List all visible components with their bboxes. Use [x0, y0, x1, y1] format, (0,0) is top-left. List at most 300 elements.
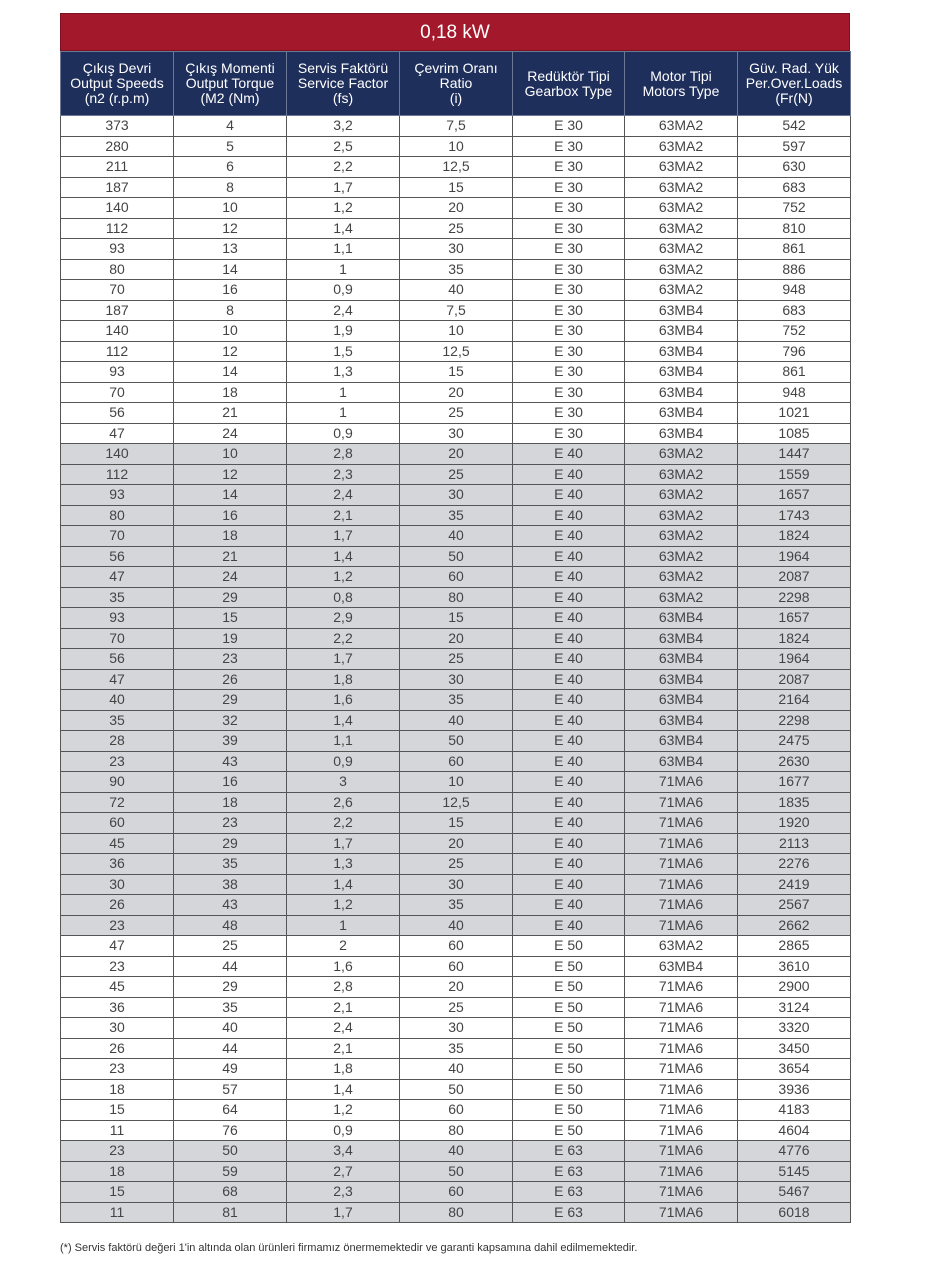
cell-ratio: 25 [400, 997, 513, 1018]
cell-motor-type: 63MA2 [625, 587, 738, 608]
table-row [61, 239, 851, 260]
cell-output-torque: 43 [174, 895, 287, 916]
table-row [61, 956, 851, 977]
cell-motor-type: 63MB4 [625, 382, 738, 403]
cell-motor-type: 71MA6 [625, 1182, 738, 1203]
cell-motor-type: 63MA2 [625, 136, 738, 157]
cell-overhang-load: 1824 [738, 628, 851, 649]
cell-ratio: 20 [400, 382, 513, 403]
cell-overhang-load: 683 [738, 300, 851, 321]
cell-ratio: 40 [400, 1141, 513, 1162]
cell-output-speed: 45 [61, 833, 174, 854]
cell-ratio: 80 [400, 587, 513, 608]
cell-overhang-load: 1964 [738, 649, 851, 670]
cell-service-factor: 1,3 [287, 362, 400, 383]
cell-motor-type: 71MA6 [625, 895, 738, 916]
cell-gearbox-type: E 40 [513, 813, 625, 834]
cell-output-speed: 211 [61, 157, 174, 178]
cell-overhang-load: 683 [738, 177, 851, 198]
cell-motor-type: 71MA6 [625, 1079, 738, 1100]
table-row [61, 751, 851, 772]
cell-ratio: 12,5 [400, 157, 513, 178]
cell-ratio: 50 [400, 546, 513, 567]
cell-motor-type: 71MA6 [625, 1059, 738, 1080]
column-header-line: (fs) [332, 90, 354, 106]
cell-gearbox-type: E 50 [513, 1120, 625, 1141]
table-row [61, 936, 851, 957]
table-row [61, 710, 851, 731]
table-row [61, 690, 851, 711]
cell-output-torque: 57 [174, 1079, 287, 1100]
cell-output-torque: 59 [174, 1161, 287, 1182]
cell-overhang-load: 861 [738, 239, 851, 260]
cell-ratio: 30 [400, 669, 513, 690]
table-row [61, 731, 851, 752]
cell-gearbox-type: E 40 [513, 526, 625, 547]
table-row [61, 833, 851, 854]
cell-gearbox-type: E 30 [513, 116, 625, 137]
cell-overhang-load: 2087 [738, 567, 851, 588]
cell-gearbox-type: E 50 [513, 997, 625, 1018]
cell-ratio: 35 [400, 505, 513, 526]
footnote: (*) Servis faktörü değeri 1'in altında olan ürünleri firmamız önermemektedir ve garanti kapsamına dahil edilmemektedir. [60, 1242, 638, 1254]
column-header-line: Servis Faktörü [297, 60, 389, 76]
cell-ratio: 15 [400, 608, 513, 629]
cell-motor-type: 63MB4 [625, 341, 738, 362]
table-row [61, 854, 851, 875]
cell-motor-type: 63MB4 [625, 690, 738, 711]
cell-output-speed: 112 [61, 341, 174, 362]
cell-service-factor: 2,3 [287, 1182, 400, 1203]
cell-overhang-load: 1085 [738, 423, 851, 444]
cell-motor-type: 63MA2 [625, 567, 738, 588]
cell-motor-type: 71MA6 [625, 772, 738, 793]
cell-output-torque: 18 [174, 526, 287, 547]
cell-service-factor: 1,2 [287, 1100, 400, 1121]
cell-service-factor: 1,4 [287, 218, 400, 239]
table-row [61, 382, 851, 403]
cell-service-factor: 1 [287, 382, 400, 403]
table-header-row [61, 52, 851, 116]
cell-motor-type: 63MA2 [625, 116, 738, 137]
cell-ratio: 25 [400, 403, 513, 424]
cell-output-torque: 35 [174, 854, 287, 875]
cell-output-torque: 14 [174, 362, 287, 383]
cell-output-speed: 11 [61, 1202, 174, 1223]
cell-overhang-load: 2113 [738, 833, 851, 854]
cell-ratio: 15 [400, 177, 513, 198]
cell-output-speed: 93 [61, 362, 174, 383]
cell-output-speed: 280 [61, 136, 174, 157]
cell-overhang-load: 2087 [738, 669, 851, 690]
cell-ratio: 7,5 [400, 116, 513, 137]
gearbox-table [60, 51, 851, 1223]
cell-output-torque: 32 [174, 710, 287, 731]
cell-output-torque: 50 [174, 1141, 287, 1162]
cell-overhang-load: 1559 [738, 464, 851, 485]
cell-gearbox-type: E 40 [513, 464, 625, 485]
cell-service-factor: 2,9 [287, 608, 400, 629]
cell-ratio: 40 [400, 526, 513, 547]
cell-overhang-load: 1824 [738, 526, 851, 547]
table-row [61, 505, 851, 526]
cell-ratio: 25 [400, 464, 513, 485]
cell-output-speed: 90 [61, 772, 174, 793]
spec-sheet [60, 13, 850, 1223]
cell-gearbox-type: E 30 [513, 280, 625, 301]
cell-service-factor: 0,9 [287, 1120, 400, 1141]
cell-output-torque: 38 [174, 874, 287, 895]
table-row [61, 567, 851, 588]
cell-service-factor: 2,2 [287, 157, 400, 178]
cell-output-speed: 140 [61, 198, 174, 219]
cell-motor-type: 63MA2 [625, 936, 738, 957]
table-row [61, 423, 851, 444]
cell-overhang-load: 1677 [738, 772, 851, 793]
cell-ratio: 10 [400, 321, 513, 342]
table-row [61, 136, 851, 157]
cell-ratio: 12,5 [400, 792, 513, 813]
power-title: 0,18 kW [60, 13, 850, 51]
table-row [61, 464, 851, 485]
cell-output-speed: 70 [61, 628, 174, 649]
cell-service-factor: 2,8 [287, 977, 400, 998]
cell-output-torque: 29 [174, 690, 287, 711]
cell-gearbox-type: E 30 [513, 300, 625, 321]
cell-ratio: 25 [400, 218, 513, 239]
cell-motor-type: 63MB4 [625, 710, 738, 731]
cell-service-factor: 2 [287, 936, 400, 957]
cell-overhang-load: 1447 [738, 444, 851, 465]
cell-motor-type: 63MA2 [625, 218, 738, 239]
cell-gearbox-type: E 50 [513, 956, 625, 977]
cell-output-torque: 4 [174, 116, 287, 137]
cell-gearbox-type: E 40 [513, 833, 625, 854]
cell-motor-type: 71MA6 [625, 997, 738, 1018]
table-row [61, 116, 851, 137]
cell-output-torque: 44 [174, 956, 287, 977]
cell-output-speed: 47 [61, 567, 174, 588]
cell-overhang-load: 3124 [738, 997, 851, 1018]
cell-output-speed: 93 [61, 608, 174, 629]
column-header-motor-type [625, 52, 738, 116]
cell-output-torque: 24 [174, 423, 287, 444]
cell-overhang-load: 861 [738, 362, 851, 383]
cell-service-factor: 1,8 [287, 1059, 400, 1080]
cell-service-factor: 1,2 [287, 198, 400, 219]
cell-service-factor: 2,1 [287, 1038, 400, 1059]
cell-ratio: 40 [400, 1059, 513, 1080]
cell-service-factor: 3 [287, 772, 400, 793]
cell-service-factor: 1,7 [287, 526, 400, 547]
cell-gearbox-type: E 40 [513, 895, 625, 916]
cell-motor-type: 71MA6 [625, 1100, 738, 1121]
cell-output-speed: 23 [61, 1059, 174, 1080]
cell-overhang-load: 886 [738, 259, 851, 280]
cell-gearbox-type: E 30 [513, 362, 625, 383]
table-row [61, 259, 851, 280]
column-header-output-speed [61, 52, 174, 116]
cell-motor-type: 71MA6 [625, 1018, 738, 1039]
cell-service-factor: 3,4 [287, 1141, 400, 1162]
cell-ratio: 30 [400, 485, 513, 506]
cell-service-factor: 1,2 [287, 567, 400, 588]
cell-output-speed: 47 [61, 669, 174, 690]
cell-service-factor: 2,5 [287, 136, 400, 157]
cell-ratio: 50 [400, 1161, 513, 1182]
cell-output-speed: 15 [61, 1182, 174, 1203]
cell-output-speed: 36 [61, 997, 174, 1018]
column-header-line: (n2 (r.p.m) [84, 90, 150, 106]
cell-ratio: 30 [400, 874, 513, 895]
cell-motor-type: 63MB4 [625, 423, 738, 444]
cell-motor-type: 71MA6 [625, 854, 738, 875]
cell-motor-type: 63MA2 [625, 464, 738, 485]
cell-motor-type: 71MA6 [625, 1141, 738, 1162]
cell-motor-type: 71MA6 [625, 915, 738, 936]
cell-motor-type: 63MB4 [625, 300, 738, 321]
table-row [61, 1038, 851, 1059]
cell-service-factor: 2,4 [287, 485, 400, 506]
cell-gearbox-type: E 40 [513, 608, 625, 629]
cell-ratio: 7,5 [400, 300, 513, 321]
cell-output-torque: 12 [174, 464, 287, 485]
cell-ratio: 20 [400, 444, 513, 465]
column-header-line: Çıkış Momenti [185, 60, 275, 76]
cell-overhang-load: 4776 [738, 1141, 851, 1162]
cell-gearbox-type: E 40 [513, 792, 625, 813]
cell-overhang-load: 2630 [738, 751, 851, 772]
cell-service-factor: 1 [287, 915, 400, 936]
table-row [61, 300, 851, 321]
cell-motor-type: 63MA2 [625, 444, 738, 465]
cell-output-torque: 23 [174, 649, 287, 670]
cell-gearbox-type: E 30 [513, 423, 625, 444]
cell-service-factor: 0,9 [287, 423, 400, 444]
cell-service-factor: 1,8 [287, 669, 400, 690]
cell-gearbox-type: E 50 [513, 1038, 625, 1059]
cell-overhang-load: 3320 [738, 1018, 851, 1039]
cell-ratio: 35 [400, 690, 513, 711]
cell-output-torque: 16 [174, 772, 287, 793]
table-row [61, 628, 851, 649]
cell-motor-type: 63MA2 [625, 526, 738, 547]
cell-output-torque: 10 [174, 321, 287, 342]
cell-output-torque: 39 [174, 731, 287, 752]
cell-output-speed: 18 [61, 1079, 174, 1100]
cell-overhang-load: 2164 [738, 690, 851, 711]
cell-motor-type: 71MA6 [625, 1038, 738, 1059]
table-row [61, 198, 851, 219]
cell-overhang-load: 1920 [738, 813, 851, 834]
cell-output-torque: 24 [174, 567, 287, 588]
cell-gearbox-type: E 30 [513, 136, 625, 157]
cell-ratio: 20 [400, 977, 513, 998]
cell-gearbox-type: E 40 [513, 505, 625, 526]
cell-motor-type: 63MB4 [625, 649, 738, 670]
cell-service-factor: 1,7 [287, 177, 400, 198]
column-header-output-torque [174, 52, 287, 116]
cell-overhang-load: 630 [738, 157, 851, 178]
cell-output-torque: 49 [174, 1059, 287, 1080]
cell-output-torque: 25 [174, 936, 287, 957]
cell-gearbox-type: E 40 [513, 669, 625, 690]
cell-overhang-load: 5467 [738, 1182, 851, 1203]
cell-overhang-load: 1964 [738, 546, 851, 567]
cell-output-speed: 70 [61, 280, 174, 301]
cell-service-factor: 1 [287, 259, 400, 280]
cell-gearbox-type: E 30 [513, 403, 625, 424]
table-body [61, 116, 851, 1223]
cell-gearbox-type: E 30 [513, 321, 625, 342]
cell-output-speed: 30 [61, 1018, 174, 1039]
table-row [61, 341, 851, 362]
table-row [61, 1120, 851, 1141]
column-header-gearbox-type [513, 52, 625, 116]
cell-service-factor: 1,1 [287, 239, 400, 260]
cell-service-factor: 0,8 [287, 587, 400, 608]
cell-output-torque: 13 [174, 239, 287, 260]
cell-output-speed: 36 [61, 854, 174, 875]
cell-gearbox-type: E 40 [513, 546, 625, 567]
cell-overhang-load: 4183 [738, 1100, 851, 1121]
cell-ratio: 60 [400, 936, 513, 957]
cell-gearbox-type: E 40 [513, 485, 625, 506]
table-row [61, 874, 851, 895]
cell-overhang-load: 2865 [738, 936, 851, 957]
cell-ratio: 25 [400, 649, 513, 670]
cell-service-factor: 2,3 [287, 464, 400, 485]
table-row [61, 587, 851, 608]
table-row [61, 362, 851, 383]
cell-output-speed: 93 [61, 239, 174, 260]
cell-gearbox-type: E 50 [513, 1018, 625, 1039]
cell-overhang-load: 752 [738, 198, 851, 219]
cell-overhang-load: 5145 [738, 1161, 851, 1182]
cell-ratio: 60 [400, 1100, 513, 1121]
cell-output-speed: 30 [61, 874, 174, 895]
cell-output-speed: 47 [61, 423, 174, 444]
table-row [61, 218, 851, 239]
cell-gearbox-type: E 30 [513, 177, 625, 198]
cell-service-factor: 2,7 [287, 1161, 400, 1182]
cell-output-speed: 187 [61, 177, 174, 198]
cell-ratio: 40 [400, 280, 513, 301]
cell-ratio: 35 [400, 1038, 513, 1059]
cell-motor-type: 63MA2 [625, 485, 738, 506]
cell-overhang-load: 1021 [738, 403, 851, 424]
cell-output-torque: 29 [174, 587, 287, 608]
cell-gearbox-type: E 63 [513, 1182, 625, 1203]
cell-output-torque: 29 [174, 977, 287, 998]
column-header-line: Redüktör Tipi [527, 67, 610, 84]
cell-output-torque: 48 [174, 915, 287, 936]
table-row [61, 157, 851, 178]
cell-ratio: 50 [400, 1079, 513, 1100]
cell-motor-type: 71MA6 [625, 792, 738, 813]
cell-overhang-load: 1657 [738, 485, 851, 506]
cell-gearbox-type: E 50 [513, 1100, 625, 1121]
cell-ratio: 60 [400, 751, 513, 772]
cell-output-torque: 14 [174, 485, 287, 506]
cell-overhang-load: 810 [738, 218, 851, 239]
column-header-line: Output Torque [185, 75, 275, 91]
cell-motor-type: 71MA6 [625, 1202, 738, 1223]
column-header-line: (i) [449, 90, 463, 106]
cell-output-torque: 5 [174, 136, 287, 157]
cell-gearbox-type: E 40 [513, 710, 625, 731]
column-header-line: (Fr(N) [775, 90, 813, 106]
cell-service-factor: 2,4 [287, 1018, 400, 1039]
cell-gearbox-type: E 50 [513, 1059, 625, 1080]
cell-output-speed: 23 [61, 956, 174, 977]
cell-overhang-load: 597 [738, 136, 851, 157]
cell-service-factor: 1,4 [287, 710, 400, 731]
cell-gearbox-type: E 40 [513, 854, 625, 875]
cell-overhang-load: 2900 [738, 977, 851, 998]
table-row [61, 546, 851, 567]
cell-output-torque: 81 [174, 1202, 287, 1223]
cell-output-torque: 10 [174, 198, 287, 219]
cell-output-torque: 18 [174, 382, 287, 403]
cell-service-factor: 1,1 [287, 731, 400, 752]
cell-ratio: 15 [400, 362, 513, 383]
cell-overhang-load: 2419 [738, 874, 851, 895]
column-header-line: Motors Type [642, 82, 720, 99]
cell-gearbox-type: E 63 [513, 1161, 625, 1182]
cell-output-speed: 187 [61, 300, 174, 321]
cell-gearbox-type: E 50 [513, 977, 625, 998]
cell-gearbox-type: E 40 [513, 690, 625, 711]
cell-service-factor: 2,6 [287, 792, 400, 813]
cell-ratio: 20 [400, 833, 513, 854]
column-header-line: Çıkış Devri [82, 60, 152, 76]
cell-output-torque: 40 [174, 1018, 287, 1039]
table-row [61, 177, 851, 198]
cell-output-torque: 68 [174, 1182, 287, 1203]
cell-output-speed: 80 [61, 505, 174, 526]
table-row [61, 772, 851, 793]
cell-ratio: 10 [400, 136, 513, 157]
cell-overhang-load: 542 [738, 116, 851, 137]
table-row [61, 649, 851, 670]
cell-gearbox-type: E 40 [513, 628, 625, 649]
cell-gearbox-type: E 30 [513, 259, 625, 280]
cell-ratio: 20 [400, 628, 513, 649]
cell-output-torque: 16 [174, 505, 287, 526]
cell-ratio: 35 [400, 895, 513, 916]
cell-output-speed: 11 [61, 1120, 174, 1141]
cell-motor-type: 63MB4 [625, 956, 738, 977]
table-row [61, 1079, 851, 1100]
cell-service-factor: 1,4 [287, 874, 400, 895]
cell-service-factor: 2,8 [287, 444, 400, 465]
cell-service-factor: 1,6 [287, 690, 400, 711]
cell-motor-type: 63MA2 [625, 157, 738, 178]
table-row [61, 669, 851, 690]
cell-service-factor: 1,7 [287, 649, 400, 670]
cell-motor-type: 71MA6 [625, 813, 738, 834]
cell-service-factor: 2,1 [287, 997, 400, 1018]
table-row [61, 280, 851, 301]
cell-overhang-load: 3936 [738, 1079, 851, 1100]
cell-gearbox-type: E 40 [513, 444, 625, 465]
cell-output-torque: 64 [174, 1100, 287, 1121]
cell-gearbox-type: E 63 [513, 1202, 625, 1223]
cell-service-factor: 3,2 [287, 116, 400, 137]
column-header-service-factor [287, 52, 400, 116]
cell-output-speed: 35 [61, 587, 174, 608]
